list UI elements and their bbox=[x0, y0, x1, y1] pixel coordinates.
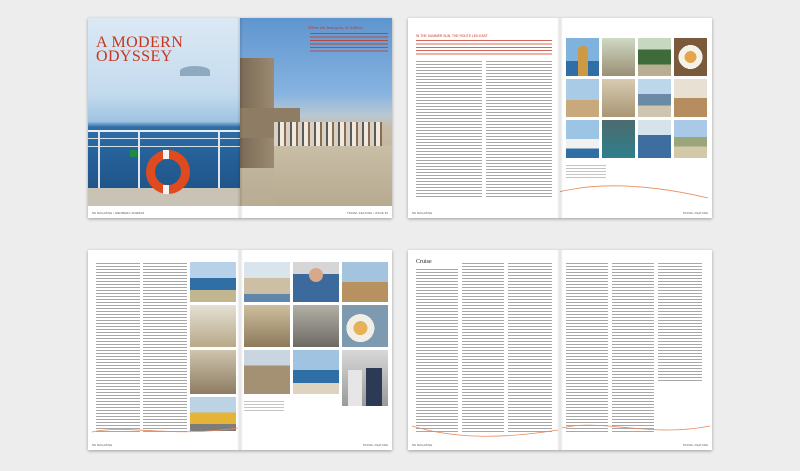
spread-text bbox=[408, 250, 712, 450]
folio-left: RN MAGAZINE bbox=[412, 212, 433, 215]
photo-plate bbox=[674, 38, 707, 76]
page-left bbox=[88, 250, 240, 450]
page-right bbox=[240, 250, 392, 450]
photo-bay bbox=[293, 350, 339, 394]
photo-boys bbox=[638, 120, 671, 158]
photo-tree bbox=[638, 38, 671, 76]
photo-woman-parasol bbox=[674, 79, 707, 117]
body-column-6 bbox=[658, 262, 702, 382]
folio-right: TRAVEL FEATURE bbox=[682, 444, 708, 447]
lead-in-lines bbox=[416, 39, 552, 57]
photo-church bbox=[190, 305, 236, 347]
page-left bbox=[408, 250, 560, 450]
photo-gate bbox=[602, 79, 635, 117]
spread-photo-grid-2 bbox=[88, 250, 392, 450]
photo-landscape bbox=[674, 120, 707, 158]
feature-deck: Where the boat goes, he follows bbox=[308, 25, 363, 30]
photo-coast bbox=[190, 262, 236, 302]
photo-man-portrait bbox=[293, 262, 339, 302]
body-column-2 bbox=[143, 262, 187, 432]
caption-block bbox=[244, 400, 284, 412]
photo-market bbox=[293, 305, 339, 347]
photo-harbour bbox=[638, 79, 671, 117]
folio-right: TRAVEL FEATURE bbox=[362, 444, 388, 447]
folio-right: TRAVEL FEATURE / ISSUE 39 bbox=[347, 212, 388, 215]
body-column-1 bbox=[416, 268, 458, 432]
folio-left: RN MAGAZINE bbox=[92, 444, 113, 447]
body-column-1 bbox=[416, 60, 482, 198]
deck-text-block bbox=[310, 32, 388, 54]
page-right bbox=[560, 250, 712, 450]
photo-pastries bbox=[342, 305, 388, 347]
page-right bbox=[240, 18, 392, 218]
lead-in: IN THE SUMMER SUN, THE ROUTE LED EAST bbox=[416, 34, 488, 38]
route-line bbox=[560, 416, 712, 440]
route-line bbox=[560, 168, 712, 208]
photo-ruins bbox=[244, 305, 290, 347]
body-column-2 bbox=[462, 262, 504, 432]
folio-left: RN MAGAZINE bbox=[412, 444, 433, 447]
body-column-1 bbox=[96, 262, 140, 432]
photo-columns bbox=[342, 262, 388, 302]
route-line bbox=[88, 420, 240, 440]
route-line bbox=[408, 418, 560, 442]
life-ring bbox=[146, 150, 190, 194]
photo-village bbox=[602, 38, 635, 76]
page-right bbox=[560, 18, 712, 218]
photo-harbour-town bbox=[244, 262, 290, 302]
photo-man-hat bbox=[566, 38, 599, 76]
spread-photo-grid bbox=[408, 18, 712, 218]
body-column-3 bbox=[508, 262, 552, 432]
photo-castle bbox=[566, 79, 599, 117]
photo-hillside bbox=[244, 350, 290, 394]
photo-couple bbox=[342, 350, 388, 406]
page-left bbox=[408, 18, 560, 218]
section-heading: Cruise bbox=[416, 259, 432, 265]
folio-right: TRAVEL FEATURE bbox=[682, 212, 708, 215]
spread-opening bbox=[88, 18, 392, 218]
feature-title: A MODERN ODYSSEY bbox=[96, 34, 184, 65]
folio-left: RN MAGAZINE / WEINBERG SIDEBAR bbox=[92, 212, 145, 215]
body-column-4 bbox=[566, 262, 608, 432]
photo-grotto bbox=[602, 120, 635, 158]
body-column-5 bbox=[612, 262, 654, 432]
photo-doorway bbox=[190, 350, 236, 394]
page-left bbox=[88, 18, 240, 218]
photo-cruise-ship bbox=[566, 120, 599, 158]
body-column-2 bbox=[486, 60, 552, 198]
